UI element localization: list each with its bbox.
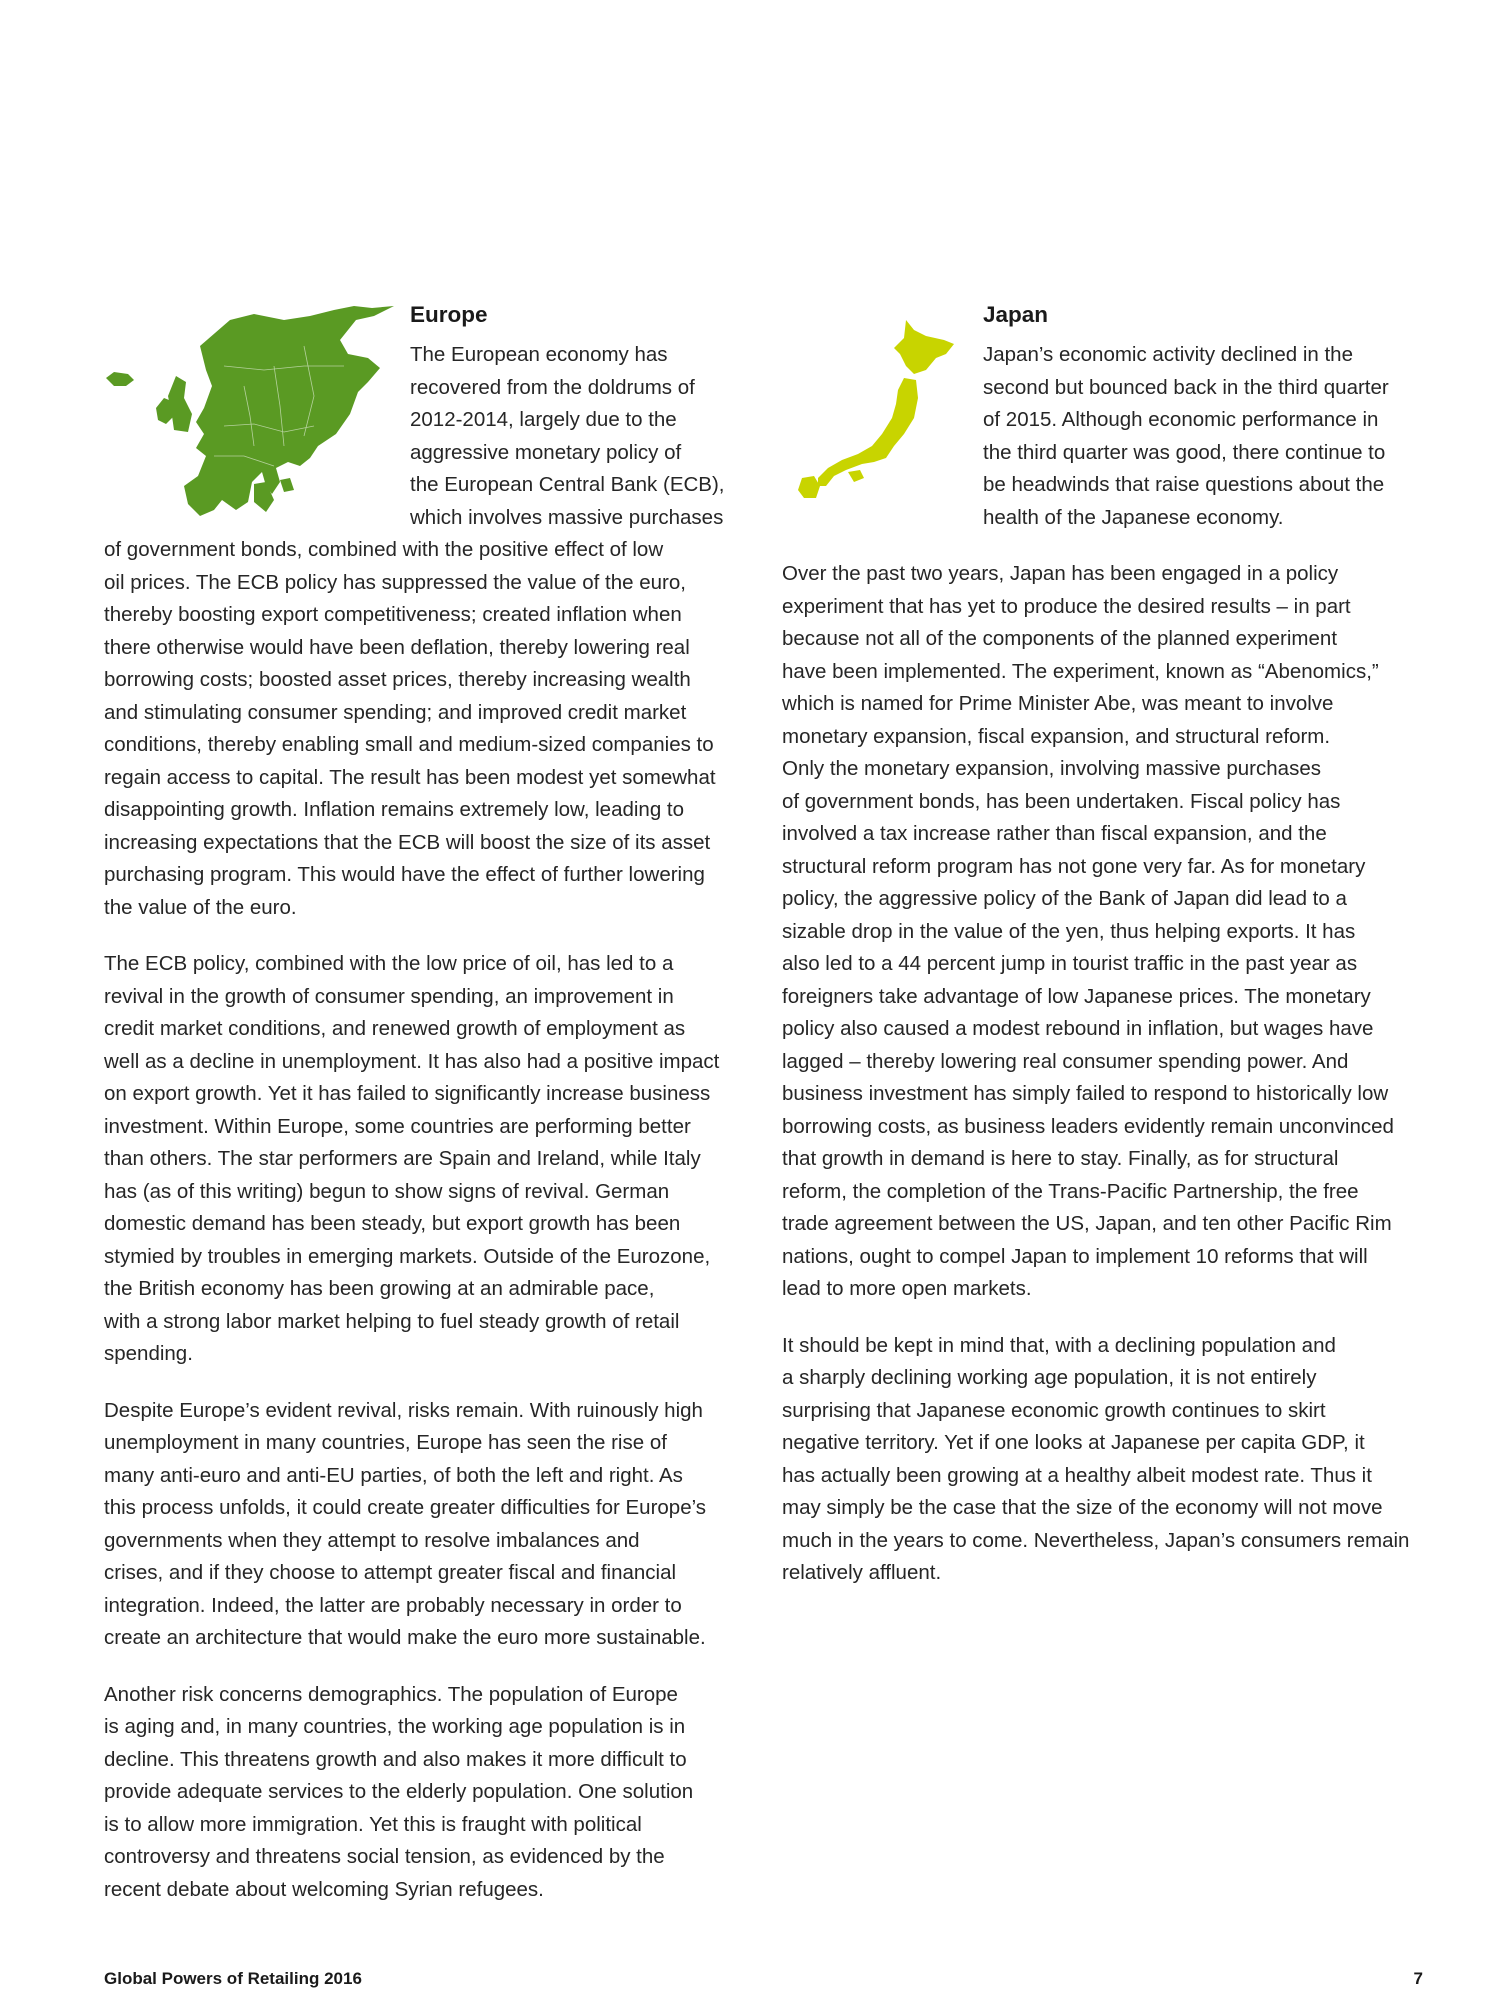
japan-intro [983, 339, 1389, 534]
japan-intro-line: health of the Japanese economy. [983, 505, 1284, 529]
japan-intro-line: second but bounced back in the third quarter [983, 375, 1389, 399]
europe-intro-line: The European economy has [410, 343, 668, 366]
europe-heading: Europe [410, 302, 488, 327]
text-line: this process unfolds, it could create greater difficulties for Europe’s [104, 1496, 707, 1519]
text-line: conditions, thereby enabling small and medium-sized companies to [104, 733, 714, 756]
text-line: nations, ought to compel Japan to implement 10 reforms that will [782, 1244, 1368, 1268]
text-line: with a strong labor market helping to fuel steady growth of retail [104, 1309, 680, 1333]
text-line: borrowing costs, as business leaders evidently remain unconvinced [782, 1114, 1394, 1138]
text-line: policy also caused a modest rebound in inflation, but wages have [782, 1017, 1374, 1040]
europe-paragraph [104, 1395, 719, 1655]
text-line: sizable drop in the value of the yen, thus helping exports. It has [782, 919, 1356, 943]
text-line: Over the past two years, Japan has been engaged in a policy [782, 562, 1339, 585]
japan-intro-line: Japan’s economic activity declined in the [983, 343, 1353, 366]
text-line: lagged – thereby lowering real consumer spending power. And [782, 1049, 1349, 1073]
europe-map-icon [104, 306, 396, 520]
text-line: the value of the euro. [104, 895, 297, 919]
text-line: controversy and threatens social tension, as evidenced by the [104, 1845, 665, 1868]
text-line: lead to more open markets. [782, 1277, 1032, 1300]
text-line: because not all of the components of the planned experiment [782, 627, 1338, 650]
text-line: trade agreement between the US, Japan, and ten other Pacific Rim [782, 1212, 1392, 1235]
text-line: structural reform program has not gone very far. As for monetary [782, 854, 1366, 878]
japan-paragraph [782, 558, 1409, 1306]
europe-intro-line: recovered from the doldrums of [410, 375, 695, 399]
text-line: there otherwise would have been deflation, thereby lowering real [104, 635, 690, 659]
text-line: is aging and, in many countries, the working age population is in [104, 1715, 686, 1738]
text-line: regain access to capital. The result has been modest yet somewhat [104, 765, 716, 789]
text-line: integration. Indeed, the latter are probably necessary in order to [104, 1593, 682, 1617]
text-line: Despite Europe’s evident revival, risks remain. With ruinously high [104, 1398, 703, 1422]
europe-column [104, 534, 719, 1930]
japan-paragraph [782, 1330, 1409, 1590]
text-line: of government bonds, combined with the positive effect of low [104, 538, 664, 561]
europe-intro [410, 339, 725, 534]
text-line: policy, the aggressive policy of the Bank of Japan did lead to a [782, 887, 1347, 910]
text-line: decline. This threatens growth and also makes it more difficult to [104, 1747, 687, 1771]
japan-intro-line: of 2015. Although economic performance in [983, 408, 1379, 431]
text-line: stymied by troubles in emerging markets. Outside of the Eurozone, [104, 1244, 711, 1268]
text-line: The ECB policy, combined with the low price of oil, has led to a [104, 952, 674, 975]
text-line: much in the years to come. Nevertheless, Japan’s consumers remain [782, 1528, 1410, 1552]
text-line: Only the monetary expansion, involving massive purchases [782, 757, 1321, 780]
europe-intro-line: 2012-2014, largely due to the [410, 408, 677, 431]
japan-heading: Japan [983, 302, 1049, 327]
japan-intro-line: be headwinds that raise questions about the [983, 473, 1385, 496]
text-line: recent debate about welcoming Syrian refugees. [104, 1877, 544, 1901]
europe-intro-line: aggressive monetary policy of [410, 440, 682, 464]
text-line: well as a decline in unemployment. It has also had a positive impact [104, 1049, 720, 1073]
text-line: provide adequate services to the elderly population. One solution [104, 1780, 694, 1803]
japan-intro-line: the third quarter was good, there continue to [983, 440, 1386, 464]
text-line: monetary expansion, fiscal expansion, and structural reform. [782, 724, 1331, 748]
text-line: the British economy has been growing at an admirable pace, [104, 1277, 655, 1300]
text-line: of government bonds, has been undertaken. Fiscal policy has [782, 789, 1341, 813]
text-line: has (as of this writing) begun to show signs of revival. German [104, 1179, 670, 1203]
text-line: a sharply declining working age population, it is not entirely [782, 1366, 1317, 1389]
text-line: which is named for Prime Minister Abe, was meant to involve [782, 692, 1334, 715]
text-line: domestic demand has been steady, but export growth has been [104, 1212, 681, 1235]
text-line: relatively affluent. [782, 1561, 942, 1584]
text-line: and stimulating consumer spending; and improved credit market [104, 700, 687, 724]
text-line: reform, the completion of the Trans-Pacific Partnership, the free [782, 1179, 1359, 1203]
text-line: is to allow more immigration. Yet this is fraught with political [104, 1812, 642, 1836]
text-line: credit market conditions, and renewed growth of employment as [104, 1017, 686, 1040]
text-line: involved a tax increase rather than fiscal expansion, and the [782, 822, 1327, 845]
text-line: has actually been growing at a healthy albeit modest rate. Thus it [782, 1463, 1372, 1487]
text-line: create an architecture that would make the euro more sustainable. [104, 1626, 706, 1649]
europe-intro-line: the European Central Bank (ECB), [410, 473, 725, 496]
text-line: surprising that Japanese economic growth continues to skirt [782, 1398, 1326, 1422]
europe-paragraph [104, 534, 719, 924]
text-line: disappointing growth. Inflation remains extremely low, leading to [104, 798, 685, 821]
japan-column [782, 558, 1409, 1614]
text-line: many anti-euro and anti-EU parties, of both the left and right. As [104, 1463, 683, 1487]
text-line: increasing expectations that the ECB will boost the size of its asset [104, 830, 711, 854]
text-line: negative territory. Yet if one looks at Japanese per capita GDP, it [782, 1431, 1365, 1454]
text-line: that growth in demand is here to stay. Finally, as for structural [782, 1147, 1339, 1170]
text-line: business investment has simply failed to respond to historically low [782, 1082, 1389, 1105]
europe-paragraph [104, 948, 719, 1371]
text-line: thereby boosting export competitiveness; created inflation when [104, 603, 682, 626]
text-line: crises, and if they choose to attempt greater fiscal and financial [104, 1561, 677, 1584]
text-line: spending. [104, 1342, 193, 1365]
text-line: on export growth. Yet it has failed to significantly increase business [104, 1082, 711, 1105]
text-line: borrowing costs; boosted asset prices, thereby increasing wealth [104, 668, 691, 691]
text-line: investment. Within Europe, some countries are performing better [104, 1114, 691, 1138]
text-line: have been implemented. The experiment, known as “Abenomics,” [782, 659, 1379, 683]
text-line: also led to a 44 percent jump in tourist traffic in the past year as [782, 952, 1358, 975]
text-line: revival in the growth of consumer spending, an improvement in [104, 984, 674, 1008]
page-number: 7 [1413, 1969, 1423, 1988]
text-line: experiment that has yet to produce the desired results – in part [782, 594, 1351, 618]
footer-title: Global Powers of Retailing 2016 [104, 1969, 362, 1988]
europe-intro-line: which involves massive purchases [410, 505, 724, 529]
japan-map-icon [788, 318, 968, 498]
europe-paragraph [104, 1679, 719, 1907]
text-line: unemployment in many countries, Europe has seen the rise of [104, 1431, 667, 1454]
text-line: foreigners take advantage of low Japanese prices. The monetary [782, 984, 1371, 1008]
text-line: Another risk concerns demographics. The population of Europe [104, 1682, 678, 1706]
text-line: oil prices. The ECB policy has suppressed the value of the euro, [104, 570, 686, 594]
text-line: governments when they attempt to resolve imbalances and [104, 1528, 640, 1552]
text-line: than others. The star performers are Spain and Ireland, while Italy [104, 1147, 701, 1170]
text-line: may simply be the case that the size of the economy will not move [782, 1496, 1383, 1519]
text-line: It should be kept in mind that, with a declining population and [782, 1333, 1336, 1357]
text-line: purchasing program. This would have the effect of further lowering [104, 863, 705, 886]
